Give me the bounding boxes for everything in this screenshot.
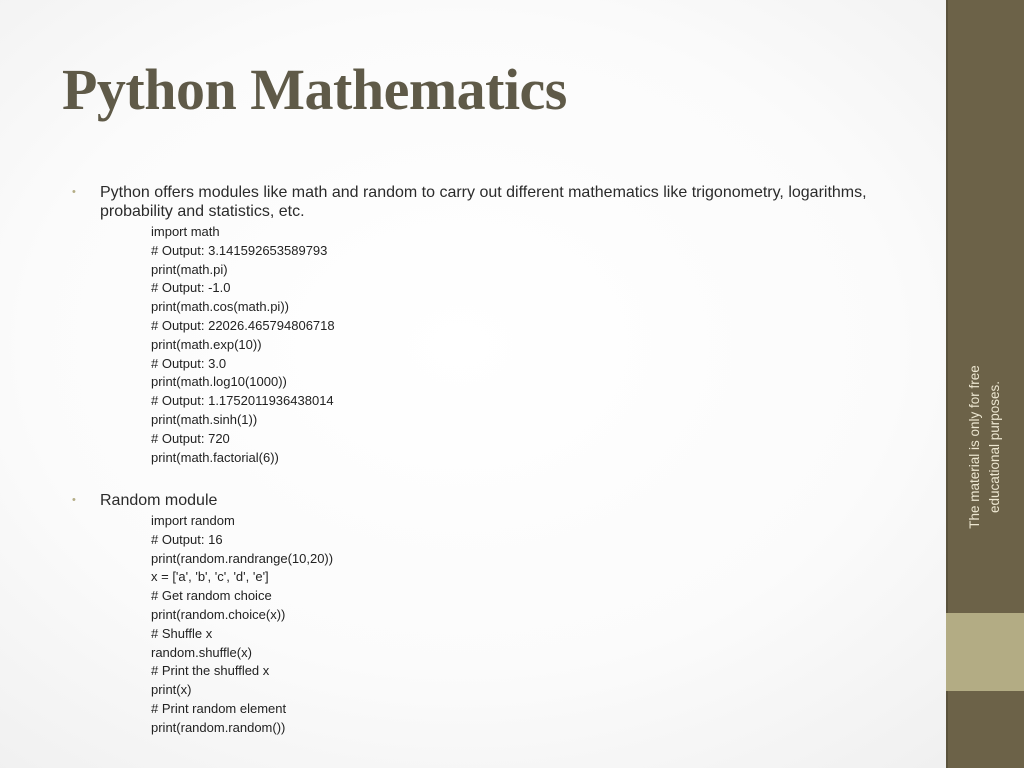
- code-line: x = ['a', 'b', 'c', 'd', 'e']: [151, 569, 269, 585]
- code-line: # Output: 22026.465794806718: [151, 317, 335, 333]
- code-line: print(random.choice(x)): [151, 606, 286, 622]
- sidebar-accent-block: [946, 613, 1024, 691]
- code-line: # Output: -1.0: [151, 280, 231, 296]
- bullet-text-math: Python offers modules like math and random to carry out different mathematics like trigonometry, logarithms, probability and statistics, etc.: [100, 184, 867, 220]
- code-line: random.shuffle(x): [151, 644, 252, 660]
- code-line: print(math.log10(1000)): [151, 374, 287, 390]
- bullet-marker-math: •: [72, 186, 76, 198]
- code-line: # Get random choice: [151, 588, 272, 604]
- code-block-math: [151, 223, 335, 467]
- sidebar-disclaimer: The material is only for free educational purposes.: [967, 365, 1002, 529]
- code-line: print(random.random()): [151, 719, 286, 735]
- code-block-random: [151, 512, 333, 738]
- code-line: # Output: 3.141592653589793: [151, 242, 328, 258]
- slide-title: Python Mathematics: [62, 57, 567, 122]
- code-line: # Output: 1.1752011936438014: [151, 393, 334, 409]
- code-line: # Output: 720: [151, 430, 230, 446]
- code-line: import math: [151, 224, 220, 239]
- code-line: # Print random element: [151, 700, 287, 716]
- code-line: print(math.cos(math.pi)): [151, 299, 289, 315]
- code-line: print(math.pi): [151, 261, 228, 277]
- code-line: print(math.factorial(6)): [151, 449, 279, 465]
- bullet-marker-random: •: [72, 494, 76, 506]
- code-line: # Output: 3.0: [151, 355, 227, 371]
- code-line: print(random.randrange(10,20)): [151, 550, 334, 566]
- code-line: print(x): [151, 682, 192, 698]
- code-line: # Shuffle x: [151, 625, 213, 641]
- code-line: # Print the shuffled x: [151, 663, 270, 679]
- code-line: print(math.exp(10)): [151, 336, 262, 352]
- bullet-text-random: Random module: [100, 492, 218, 509]
- code-line: import random: [151, 513, 235, 528]
- code-line: # Output: 16: [151, 531, 223, 547]
- code-line: print(math.sinh(1)): [151, 411, 258, 427]
